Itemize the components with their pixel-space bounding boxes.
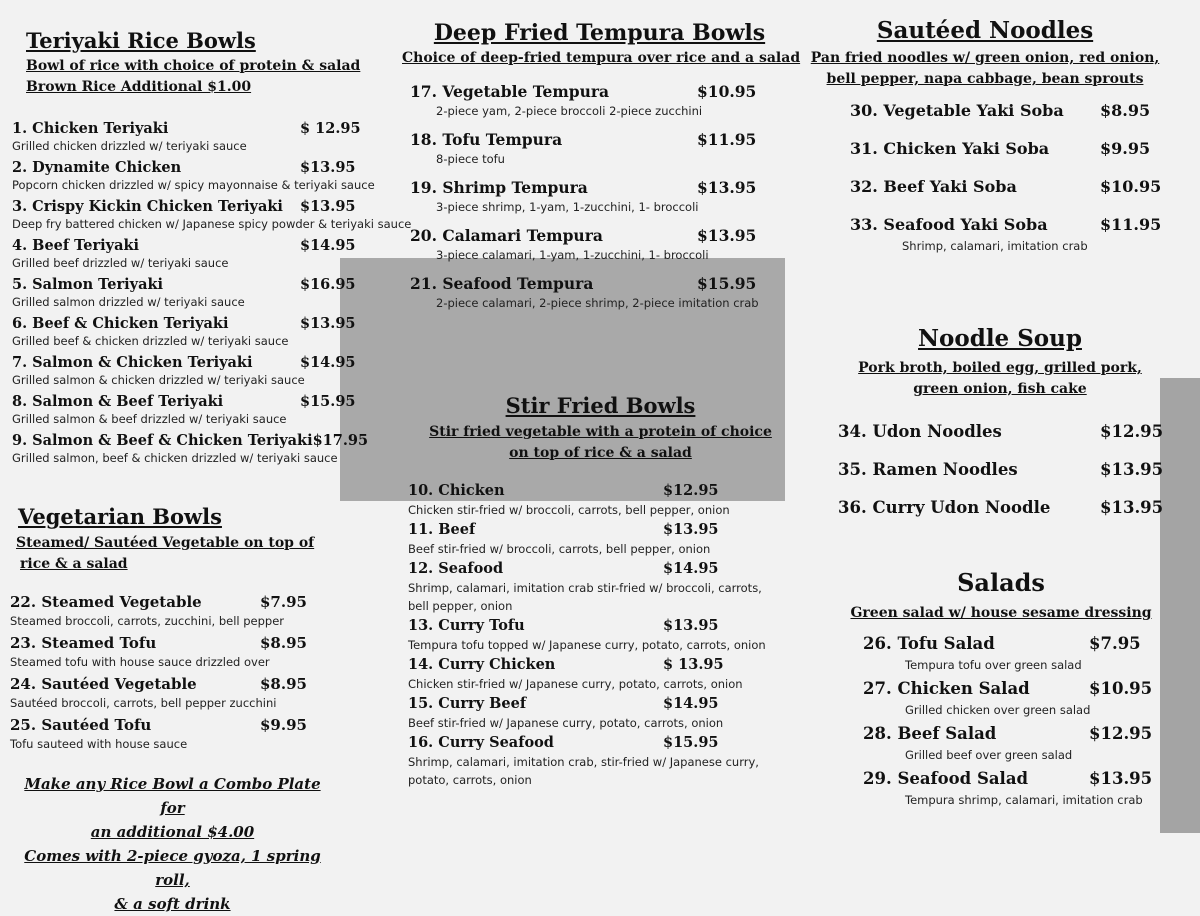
menu-item-row bbox=[850, 212, 1160, 238]
menu-item bbox=[863, 767, 1164, 810]
menu-item-description: 8-piece tofu bbox=[436, 152, 505, 166]
vegetarian-subtitle-2: rice & a salad bbox=[20, 556, 128, 572]
menu-item-description: Beef stir-fried w/ broccoli, carrots, bell pepper, onion bbox=[408, 542, 711, 556]
soup-section bbox=[835, 325, 1165, 534]
menu-item-row bbox=[408, 694, 718, 714]
soup-title: Noodle Soup bbox=[918, 325, 1082, 352]
menu-item bbox=[10, 673, 310, 711]
menu-item-row bbox=[10, 632, 310, 654]
menu-item-price: $9.95 bbox=[1100, 139, 1151, 158]
menu-item-row bbox=[863, 677, 1164, 701]
stirfried-item-list bbox=[408, 481, 793, 789]
menu-item-name: 10. Chicken bbox=[408, 482, 505, 499]
vegetarian-item-list bbox=[10, 591, 310, 752]
menu-item-name: 21. Seafood Tempura bbox=[410, 274, 594, 293]
menu-item bbox=[838, 420, 1165, 444]
menu-item-name: 22. Steamed Vegetable bbox=[10, 593, 202, 611]
menu-item-price: $13.95 bbox=[1089, 769, 1153, 788]
menu-item-name: 35. Ramen Noodles bbox=[838, 460, 1018, 479]
salads-section bbox=[830, 568, 1172, 812]
menu-item-row bbox=[410, 81, 757, 103]
menu-item bbox=[10, 632, 310, 670]
menu-item-name: 3. Crispy Kickin Chicken Teriyaki bbox=[12, 198, 283, 215]
menu-item-price: $9.95 bbox=[260, 716, 307, 734]
menu-item-row bbox=[850, 174, 1160, 200]
menu-item-description: Steamed tofu with house sauce drizzled over bbox=[10, 655, 270, 669]
menu-item bbox=[863, 677, 1164, 720]
menu-item-description: Shrimp, calamari, imitation crab bbox=[902, 239, 1088, 253]
menu-item-description: Grilled salmon drizzled w/ teriyaki sauce bbox=[12, 295, 245, 309]
vegetarian-section bbox=[10, 504, 315, 755]
stirfried-subtitle-2: on top of rice & a salad bbox=[509, 445, 692, 461]
menu-item-description: bell pepper, onion bbox=[408, 599, 513, 613]
salads-title: Salads bbox=[957, 568, 1045, 597]
menu-item-row bbox=[838, 496, 1165, 520]
menu-item-description: 3-piece calamari, 1-yam, 1-zucchini, 1- broccoli bbox=[436, 248, 709, 262]
menu-item-row bbox=[12, 352, 368, 373]
menu-item-description: Tempura shrimp, calamari, imitation crab bbox=[905, 793, 1143, 807]
stirfried-title: Stir Fried Bowls bbox=[505, 393, 696, 418]
menu-item bbox=[850, 98, 1160, 124]
menu-item-price: $7.95 bbox=[260, 593, 307, 611]
menu-item bbox=[12, 274, 368, 310]
menu-item-price: $8.95 bbox=[260, 634, 307, 652]
menu-item-description: Grilled chicken over green salad bbox=[905, 703, 1091, 717]
menu-item-price: $13.95 bbox=[300, 159, 356, 176]
menu-item-description: Sautéed broccoli, carrots, bell pepper zucchini bbox=[10, 696, 277, 710]
menu-item bbox=[12, 235, 368, 271]
menu-item bbox=[12, 313, 368, 349]
menu-item-name: 20. Calamari Tempura bbox=[410, 226, 603, 245]
menu-item bbox=[10, 714, 310, 752]
menu-item-name: 6. Beef & Chicken Teriyaki bbox=[12, 315, 229, 332]
menu-item-price: $11.95 bbox=[1100, 215, 1162, 234]
menu-item-price: $14.95 bbox=[300, 237, 356, 254]
menu-item-row bbox=[12, 235, 368, 256]
combo-note bbox=[10, 772, 335, 916]
menu-item-price: $12.95 bbox=[663, 482, 719, 499]
teriyaki-subtitle-1: Bowl of rice with choice of protein & salad bbox=[26, 58, 361, 74]
menu-item-name: 27. Chicken Salad bbox=[863, 679, 1030, 698]
menu-item-description: Tofu sauteed with house sauce bbox=[10, 737, 188, 751]
menu-item-price: $13.95 bbox=[663, 617, 719, 634]
menu-item-name: 8. Salmon & Beef Teriyaki bbox=[12, 393, 224, 410]
menu-item-name: 7. Salmon & Chicken Teriyaki bbox=[12, 354, 253, 371]
menu-item-price: $14.95 bbox=[663, 560, 719, 577]
menu-item-description: Tempura tofu topped w/ Japanese curry, potato, carrots, onion bbox=[408, 638, 766, 652]
menu-item-description: Grilled salmon & beef drizzled w/ teriyaki sauce bbox=[12, 412, 287, 426]
noodles-section bbox=[805, 17, 1165, 266]
menu-item bbox=[408, 655, 743, 693]
combo-line-2: an additional $4.00 bbox=[90, 823, 255, 841]
noodles-subtitle-1: Pan fried noodles w/ green onion, red onion, bbox=[810, 50, 1160, 66]
stirfried-subtitle-1: Stir fried vegetable with a protein of choice bbox=[429, 424, 772, 440]
noodles-title: Sautéed Noodles bbox=[876, 17, 1094, 44]
menu-item bbox=[863, 632, 1164, 675]
menu-item-price: $10.95 bbox=[1089, 679, 1153, 698]
menu-item bbox=[408, 481, 730, 519]
menu-item-price: $8.95 bbox=[260, 675, 307, 693]
menu-item-price: $ 13.95 bbox=[663, 656, 724, 673]
teriyaki-subtitle-2: Brown Rice Additional $1.00 bbox=[26, 79, 252, 95]
menu-item bbox=[12, 118, 368, 154]
menu-item-row bbox=[408, 520, 718, 540]
combo-line-4: & a soft drink bbox=[114, 895, 231, 913]
menu-item-price: $16.95 bbox=[300, 276, 356, 293]
menu-item bbox=[410, 81, 757, 119]
noodles-subtitle-2: bell pepper, napa cabbage, bean sprouts bbox=[826, 71, 1144, 87]
menu-item bbox=[850, 212, 1160, 254]
menu-item-description: Shrimp, calamari, imitation crab, stir-fried w/ Japanese curry, bbox=[408, 755, 759, 769]
menu-item-description: Beef stir-fried w/ Japanese curry, potato, carrots, onion bbox=[408, 716, 724, 730]
teriyaki-title: Teriyaki Rice Bowls bbox=[26, 28, 256, 53]
tempura-item-list bbox=[402, 81, 797, 311]
menu-item-row bbox=[408, 655, 724, 675]
menu-item-row bbox=[850, 98, 1160, 124]
menu-item bbox=[410, 177, 757, 215]
menu-item-description: Deep fry battered chicken w/ Japanese spicy powder & teriyaki sauce bbox=[12, 217, 412, 231]
menu-item-name: 13. Curry Tofu bbox=[408, 617, 525, 634]
menu-item bbox=[410, 225, 757, 263]
menu-item-row bbox=[408, 616, 718, 636]
menu-item bbox=[408, 559, 762, 615]
menu-item-price: $8.95 bbox=[1100, 101, 1151, 120]
menu-item-row bbox=[12, 391, 368, 412]
menu-item-name: 26. Tofu Salad bbox=[863, 634, 995, 653]
menu-item-name: 16. Curry Seafood bbox=[408, 734, 554, 751]
menu-item-row bbox=[408, 559, 718, 579]
menu-item-row bbox=[12, 274, 368, 295]
soup-subtitle-1: Pork broth, boiled egg, grilled pork, bbox=[858, 360, 1142, 376]
menu-item-name: 18. Tofu Tempura bbox=[410, 130, 563, 149]
teriyaki-section bbox=[12, 28, 412, 469]
menu-item-price: $15.95 bbox=[697, 274, 757, 293]
stirfried-section bbox=[408, 393, 793, 790]
menu-item-row bbox=[850, 136, 1160, 162]
menu-item-row bbox=[410, 273, 757, 295]
combo-line-1: Make any Rice Bowl a Combo Plate for bbox=[24, 775, 321, 817]
menu-item-description: Grilled beef & chicken drizzled w/ teriyaki sauce bbox=[12, 334, 289, 348]
menu-item-name: 32. Beef Yaki Soba bbox=[850, 177, 1017, 196]
menu-item-description: potato, carrots, onion bbox=[408, 773, 532, 787]
menu-item-name: 4. Beef Teriyaki bbox=[12, 237, 140, 254]
menu-item-row bbox=[838, 420, 1165, 444]
menu-item-name: 29. Seafood Salad bbox=[863, 769, 1029, 788]
menu-item-name: 9. Salmon & Beef & Chicken Teriyaki bbox=[12, 432, 313, 449]
menu-item bbox=[838, 458, 1165, 482]
menu-item-row bbox=[863, 722, 1164, 746]
menu-item-name: 24. Sautéed Vegetable bbox=[10, 675, 197, 693]
menu-item-row bbox=[12, 118, 368, 139]
menu-item-price: $7.95 bbox=[1089, 634, 1141, 653]
menu-item-name: 2. Dynamite Chicken bbox=[12, 159, 182, 176]
menu-item-price: $10.95 bbox=[1100, 177, 1162, 196]
menu-item-name: 1. Chicken Teriyaki bbox=[12, 120, 169, 137]
menu-item-name: 36. Curry Udon Noodle bbox=[838, 498, 1051, 517]
menu-item-price: $13.95 bbox=[300, 315, 356, 332]
menu-item-description: Tempura tofu over green salad bbox=[905, 658, 1082, 672]
menu-item-price: $12.95 bbox=[1100, 422, 1164, 441]
menu-item-description: Shrimp, calamari, imitation crab stir-fried w/ broccoli, carrots, bbox=[408, 581, 762, 595]
menu-item-price: $14.95 bbox=[663, 695, 719, 712]
menu-item-name: 34. Udon Noodles bbox=[838, 422, 1002, 441]
menu-item-price: $10.95 bbox=[697, 82, 757, 101]
menu-item bbox=[863, 722, 1164, 765]
menu-item-price: $13.95 bbox=[1100, 460, 1164, 479]
menu-item-price: $15.95 bbox=[300, 393, 356, 410]
menu-item-row bbox=[410, 177, 757, 199]
menu-item bbox=[408, 733, 759, 789]
menu-item-name: 25. Sautéed Tofu bbox=[10, 716, 152, 734]
menu-item-price: $11.95 bbox=[697, 130, 757, 149]
menu-item-description: Steamed broccoli, carrots, zucchini, bell pepper bbox=[10, 614, 285, 628]
menu-item-name: 11. Beef bbox=[408, 521, 476, 538]
menu-item-description: Grilled beef drizzled w/ teriyaki sauce bbox=[12, 256, 229, 270]
vegetarian-subtitle-1: Steamed/ Sautéed Vegetable on top of bbox=[16, 535, 315, 551]
menu-item bbox=[850, 174, 1160, 200]
menu-item-row bbox=[10, 714, 310, 736]
soup-subtitle-2: green onion, fish cake bbox=[913, 381, 1087, 397]
menu-item-description: Grilled salmon, beef & chicken drizzled w/ teriyaki sauce bbox=[12, 451, 338, 465]
menu-item bbox=[12, 196, 412, 232]
menu-item-row bbox=[408, 733, 718, 753]
noodles-item-list bbox=[805, 98, 1165, 254]
menu-item bbox=[850, 136, 1160, 162]
menu-item-description: 2-piece yam, 2-piece broccoli 2-piece zucchini bbox=[436, 104, 703, 118]
menu-item-price: $14.95 bbox=[300, 354, 356, 371]
soup-item-list bbox=[835, 420, 1165, 520]
menu-item-name: 31. Chicken Yaki Soba bbox=[850, 139, 1050, 158]
menu-item-row bbox=[408, 481, 718, 501]
combo-line-3: Comes with 2-piece gyoza, 1 spring roll, bbox=[24, 847, 321, 889]
menu-item bbox=[10, 591, 310, 629]
menu-item-name: 23. Steamed Tofu bbox=[10, 634, 157, 652]
menu-item-description: 2-piece calamari, 2-piece shrimp, 2-piece imitation crab bbox=[436, 296, 759, 310]
menu-item-name: 17. Vegetable Tempura bbox=[410, 82, 610, 101]
menu-item bbox=[408, 694, 724, 732]
menu-item bbox=[838, 496, 1165, 520]
menu-item bbox=[408, 520, 718, 558]
menu-item-description: Grilled beef over green salad bbox=[905, 748, 1073, 762]
teriyaki-item-list bbox=[12, 118, 412, 466]
menu-item bbox=[12, 430, 368, 466]
menu-item-price: $13.95 bbox=[663, 521, 719, 538]
menu-item-price: $13.95 bbox=[697, 226, 757, 245]
menu-item-description: 3-piece shrimp, 1-yam, 1-zucchini, 1- broccoli bbox=[436, 200, 699, 214]
salads-subtitle: Green salad w/ house sesame dressing bbox=[850, 605, 1152, 621]
menu-item-description: Grilled salmon & chicken drizzled w/ teriyaki sauce bbox=[12, 373, 305, 387]
menu-item-name: 12. Seafood bbox=[408, 560, 504, 577]
menu-item-price: $12.95 bbox=[1089, 724, 1153, 743]
menu-item-description: Grilled chicken drizzled w/ teriyaki sauce bbox=[12, 139, 247, 153]
menu-item-row bbox=[12, 196, 368, 217]
menu-item bbox=[410, 129, 757, 167]
menu-item-name: 33. Seafood Yaki Soba bbox=[850, 215, 1048, 234]
menu-item-name: 14. Curry Chicken bbox=[408, 656, 556, 673]
menu-item-price: $15.95 bbox=[663, 734, 719, 751]
salads-item-list bbox=[830, 632, 1172, 810]
menu-item-row bbox=[838, 458, 1165, 482]
menu-item-row bbox=[10, 673, 310, 695]
menu-item-row bbox=[863, 767, 1164, 791]
menu-item-row bbox=[12, 313, 368, 334]
menu-item-description: Chicken stir-fried w/ broccoli, carrots, bell pepper, onion bbox=[408, 503, 730, 517]
menu-item-row bbox=[12, 157, 368, 178]
menu-item bbox=[12, 391, 368, 427]
menu-item-name: 15. Curry Beef bbox=[408, 695, 527, 712]
menu-item-row bbox=[410, 129, 757, 151]
tempura-title: Deep Fried Tempura Bowls bbox=[433, 20, 766, 46]
menu-item bbox=[410, 273, 757, 311]
menu-item-name: 19. Shrimp Tempura bbox=[410, 178, 588, 197]
menu-item-price: $13.95 bbox=[1100, 498, 1164, 517]
menu-item bbox=[12, 352, 368, 388]
menu-item-name: 28. Beef Salad bbox=[863, 724, 997, 743]
menu-item bbox=[408, 616, 766, 654]
menu-item-name: 5. Salmon Teriyaki bbox=[12, 276, 164, 293]
tempura-section bbox=[402, 20, 801, 321]
menu-item-row bbox=[863, 632, 1164, 656]
menu-item-price: $17.95 bbox=[312, 432, 369, 449]
menu-item-price: $ 12.95 bbox=[300, 120, 361, 137]
vegetarian-title: Vegetarian Bowls bbox=[18, 504, 222, 529]
menu-item-description: Popcorn chicken drizzled w/ spicy mayonnaise & teriyaki sauce bbox=[12, 178, 375, 192]
menu-item-description: Chicken stir-fried w/ Japanese curry, potato, carrots, onion bbox=[408, 677, 743, 691]
menu-item-row bbox=[10, 591, 310, 613]
menu-item-row bbox=[410, 225, 757, 247]
menu-item-price: $13.95 bbox=[300, 198, 356, 215]
menu-item-name: 30. Vegetable Yaki Soba bbox=[850, 101, 1064, 120]
tempura-subtitle: Choice of deep-fried tempura over rice and a salad bbox=[402, 50, 801, 66]
menu-item-price: $13.95 bbox=[697, 178, 757, 197]
menu-item bbox=[12, 157, 375, 193]
menu-item-row bbox=[12, 430, 368, 451]
